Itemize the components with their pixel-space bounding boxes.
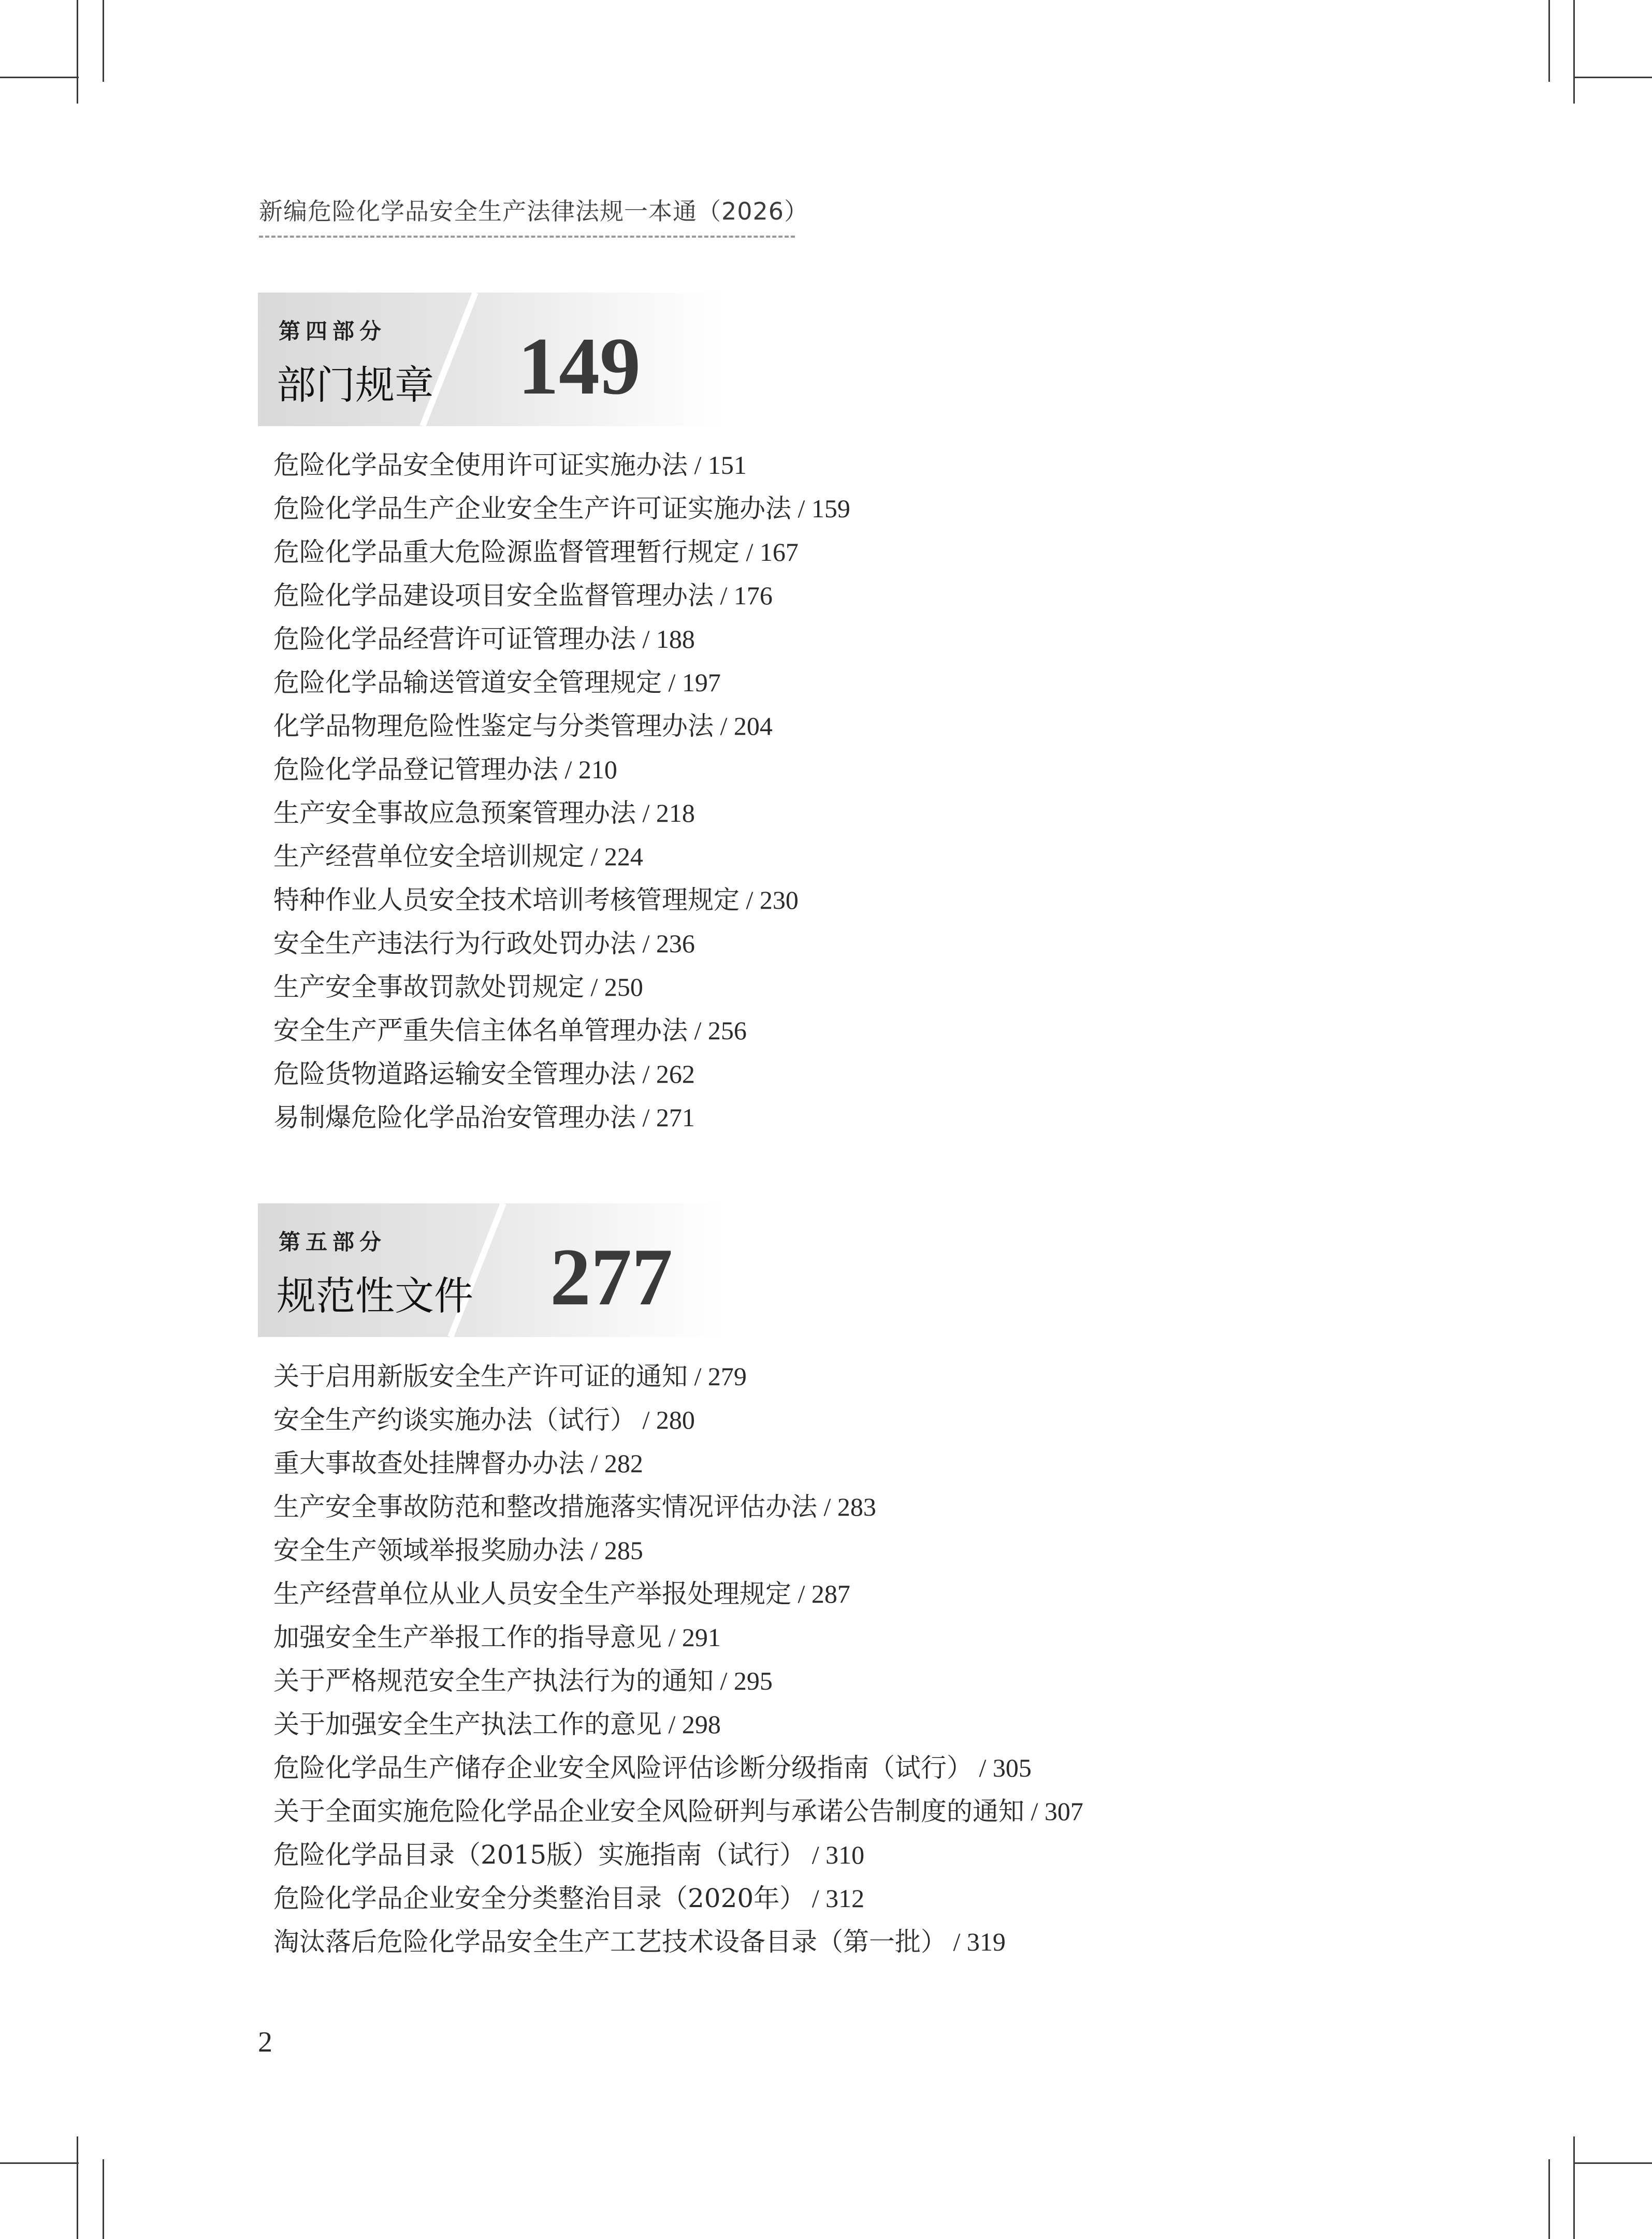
toc-entry-page: 319 (966, 1927, 1006, 1956)
toc-entry[interactable]: 重大事故查处挂牌督办办法 / 282 (273, 1448, 643, 1478)
toc-entry-title: 关于启用新版安全生产许可证的通知 (273, 1361, 688, 1391)
toc-entry-page: 197 (682, 668, 721, 697)
toc-entry-title: 危险货物道路运输安全管理办法 (273, 1059, 636, 1089)
toc-entry-title: 危险化学品经营许可证管理办法 (273, 624, 636, 654)
toc-entry-title: 安全生产约谈实施办法（试行） (273, 1405, 636, 1435)
toc-entry[interactable]: 生产安全事故应急预案管理办法 / 218 (273, 798, 695, 828)
toc-entry[interactable]: 危险化学品生产储存企业安全风险评估诊断分级指南（试行） / 305 (273, 1753, 1032, 1783)
toc-entry-page: 279 (707, 1362, 747, 1391)
toc-entry-page: 210 (578, 755, 617, 784)
toc-entry-title: 危险化学品输送管道安全管理规定 (273, 667, 662, 697)
header-rule (259, 236, 795, 238)
toc-entry-title: 关于加强安全生产执法工作的意见 (273, 1709, 662, 1739)
toc-entry-page: 305 (992, 1753, 1032, 1782)
toc-entry-page: 291 (682, 1623, 721, 1652)
toc-entry-title: 重大事故查处挂牌督办办法 (273, 1448, 584, 1478)
toc-entry[interactable]: 特种作业人员安全技术培训考核管理规定 / 230 (273, 885, 799, 915)
toc-entry-page: 295 (733, 1666, 773, 1695)
toc-list-part-5 (273, 1355, 1083, 1964)
page-number: 2 (258, 2026, 272, 2058)
toc-entry-title: 化学品物理危险性鉴定与分类管理办法 (273, 711, 714, 741)
toc-entry-page: 230 (759, 885, 799, 914)
part-title: 部门规章 (277, 362, 434, 408)
toc-entry-page: 176 (733, 581, 773, 610)
toc-entry[interactable]: 危险货物道路运输安全管理办法 / 262 (273, 1059, 695, 1089)
toc-entry-title: 淘汰落后危险化学品安全生产工艺技术设备目录（第一批） (273, 1927, 947, 1957)
toc-entry[interactable]: 危险化学品登记管理办法 / 210 (273, 754, 617, 784)
toc-entry-page: 188 (656, 624, 695, 653)
toc-entry-title: 生产经营单位从业人员安全生产举报处理规定 (273, 1579, 791, 1609)
toc-entry-page: 167 (759, 537, 799, 566)
toc-entry[interactable]: 关于严格规范安全生产执法行为的通知 / 295 (273, 1666, 773, 1696)
toc-entry[interactable]: 加强安全生产举报工作的指导意见 / 291 (273, 1622, 721, 1652)
part-banner-4 (258, 293, 724, 426)
toc-entry[interactable]: 生产安全事故罚款处罚规定 / 250 (273, 972, 643, 1002)
toc-entry[interactable]: 危险化学品目录（2015版）实施指南（试行） / 310 (273, 1840, 865, 1870)
toc-entry-title: 危险化学品生产储存企业安全风险评估诊断分级指南（试行） (273, 1753, 973, 1783)
toc-entry-title: 特种作业人员安全技术培训考核管理规定 (273, 885, 740, 915)
toc-entry-title: 加强安全生产举报工作的指导意见 (273, 1622, 662, 1652)
toc-entry-page: 282 (604, 1449, 643, 1478)
toc-entry-page: 151 (707, 450, 747, 479)
toc-entry[interactable]: 危险化学品经营许可证管理办法 / 188 (273, 624, 695, 654)
part-start-page: 149 (518, 321, 641, 412)
toc-entry[interactable]: 危险化学品建设项目安全监督管理办法 / 176 (273, 580, 773, 610)
toc-entry[interactable]: 危险化学品输送管道安全管理规定 / 197 (273, 667, 721, 697)
toc-entry-page: 250 (604, 972, 643, 1001)
part-label: 第五部分 (279, 1229, 387, 1255)
toc-entry[interactable]: 危险化学品生产企业安全生产许可证实施办法 / 159 (273, 493, 850, 524)
toc-entry-page: 218 (656, 798, 695, 827)
toc-entry-page: 283 (837, 1492, 876, 1521)
toc-entry-title: 危险化学品重大危险源监督管理暂行规定 (273, 537, 740, 567)
toc-entry-page: 280 (656, 1405, 695, 1434)
part-banner-5 (258, 1203, 724, 1337)
toc-entry-page: 307 (1044, 1797, 1083, 1826)
toc-entry-page: 256 (707, 1016, 747, 1045)
toc-entry-title: 危险化学品目录（2015版）实施指南（试行） (273, 1840, 806, 1870)
toc-entry-page: 310 (825, 1840, 865, 1869)
part-title: 规范性文件 (277, 1273, 473, 1319)
toc-entry[interactable]: 安全生产领域举报奖励办法 / 285 (273, 1535, 643, 1565)
toc-list-part-4 (273, 443, 850, 1139)
toc-entry-title: 易制爆危险化学品治安管理办法 (273, 1102, 636, 1132)
toc-entry[interactable]: 安全生产约谈实施办法（试行） / 280 (273, 1405, 695, 1435)
toc-entry[interactable]: 生产安全事故防范和整改措施落实情况评估办法 / 283 (273, 1492, 876, 1522)
toc-entry-page: 298 (682, 1710, 721, 1739)
toc-entry[interactable]: 淘汰落后危险化学品安全生产工艺技术设备目录（第一批） / 319 (273, 1927, 1006, 1957)
toc-entry-page: 159 (811, 494, 850, 523)
toc-entry[interactable]: 关于全面实施危险化学品企业安全风险研判与承诺公告制度的通知 / 307 (273, 1796, 1083, 1826)
toc-entry-title: 关于全面实施危险化学品企业安全风险研判与承诺公告制度的通知 (273, 1796, 1024, 1826)
toc-entry-page: 287 (811, 1579, 850, 1608)
toc-entry-title: 关于严格规范安全生产执法行为的通知 (273, 1666, 714, 1696)
toc-entry-page: 312 (825, 1884, 865, 1913)
toc-entry[interactable]: 化学品物理危险性鉴定与分类管理办法 / 204 (273, 711, 773, 741)
toc-entry-title: 安全生产违法行为行政处罚办法 (273, 928, 636, 958)
toc-entry[interactable]: 危险化学品安全使用许可证实施办法 / 151 (273, 450, 747, 480)
toc-entry-title: 危险化学品生产企业安全生产许可证实施办法 (273, 493, 791, 524)
toc-entry-title: 生产安全事故防范和整改措施落实情况评估办法 (273, 1492, 817, 1522)
toc-entry-page: 236 (656, 929, 695, 958)
toc-entry-page: 285 (604, 1536, 643, 1565)
toc-entry-title: 安全生产严重失信主体名单管理办法 (273, 1015, 688, 1045)
toc-entry-page: 271 (656, 1103, 695, 1132)
toc-entry-title: 危险化学品建设项目安全监督管理办法 (273, 580, 714, 610)
toc-entry-page: 262 (656, 1059, 695, 1088)
toc-entry[interactable]: 生产经营单位安全培训规定 / 224 (273, 841, 643, 871)
toc-entry[interactable]: 危险化学品企业安全分类整治目录（2020年） / 312 (273, 1883, 865, 1913)
part-start-page: 277 (550, 1232, 673, 1322)
toc-entry-title: 生产安全事故应急预案管理办法 (273, 798, 636, 828)
toc-entry[interactable]: 生产经营单位从业人员安全生产举报处理规定 / 287 (273, 1579, 850, 1609)
toc-entry[interactable]: 安全生产严重失信主体名单管理办法 / 256 (273, 1015, 747, 1045)
toc-entry-page: 224 (604, 842, 643, 871)
toc-entry-page: 204 (733, 711, 773, 740)
toc-entry-title: 生产安全事故罚款处罚规定 (273, 972, 584, 1002)
toc-entry[interactable]: 危险化学品重大危险源监督管理暂行规定 / 167 (273, 537, 799, 567)
part-label: 第四部分 (279, 318, 387, 344)
toc-entry-title: 危险化学品企业安全分类整治目录（2020年） (273, 1883, 806, 1913)
toc-entry[interactable]: 易制爆危险化学品治安管理办法 / 271 (273, 1102, 695, 1132)
toc-entry-title: 危险化学品登记管理办法 (273, 754, 558, 784)
toc-entry[interactable]: 关于启用新版安全生产许可证的通知 / 279 (273, 1361, 747, 1391)
toc-entry-title: 生产经营单位安全培训规定 (273, 841, 584, 871)
toc-entry[interactable]: 安全生产违法行为行政处罚办法 / 236 (273, 928, 695, 958)
toc-entry[interactable]: 关于加强安全生产执法工作的意见 / 298 (273, 1709, 721, 1739)
running-header: 新编危险化学品安全生产法律法规一本通（2026） (259, 197, 809, 225)
toc-entry-title: 危险化学品安全使用许可证实施办法 (273, 450, 688, 480)
toc-entry-title: 安全生产领域举报奖励办法 (273, 1535, 584, 1565)
